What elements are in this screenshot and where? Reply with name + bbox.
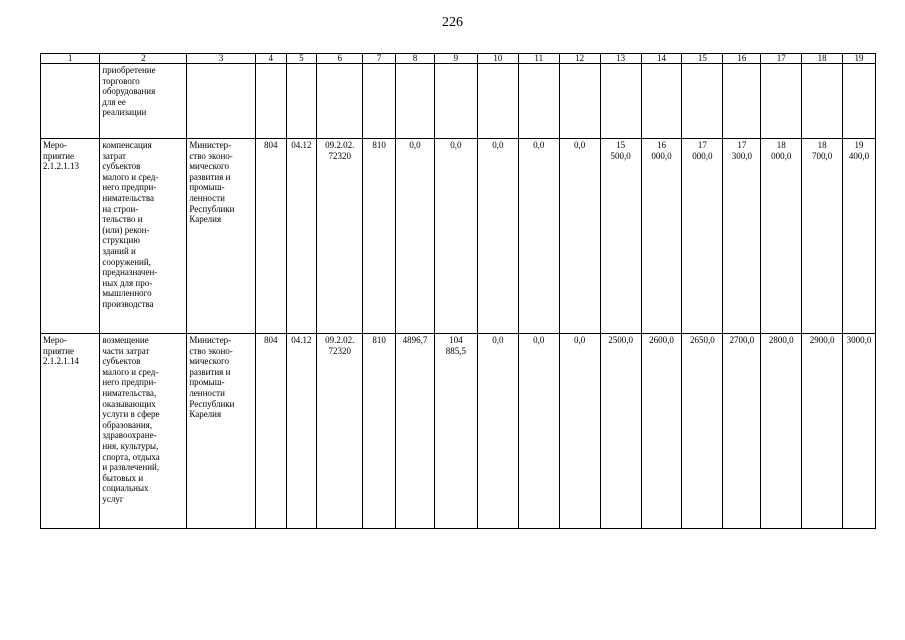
cell-value: [396, 64, 435, 139]
cell-value: 104 885,5: [434, 334, 477, 529]
cell-target: [317, 64, 363, 139]
cell-code: [255, 64, 286, 139]
cell-value: 2650,0: [682, 334, 723, 529]
cell-value: [641, 64, 682, 139]
cell-label: [41, 64, 100, 139]
cell-ministry: Министер- ство эконо- мического развития и промыш- ленности Республики Карелия: [187, 139, 256, 334]
cell-label: Меро- приятие 2.1.2.1.14: [41, 334, 100, 529]
column-header: 5: [286, 54, 317, 64]
column-header: 6: [317, 54, 363, 64]
cell-code: 804: [255, 139, 286, 334]
cell-value: 0,0: [434, 139, 477, 334]
cell-value: [518, 64, 559, 139]
cell-description: компенсация затрат субъектов малого и сред- него предпри- нимательства на строи- тельство и (или) рекон- струкцию зданий и сооружений, предназначен- ных для про- мышленного производства: [100, 139, 187, 334]
cell-value: [682, 64, 723, 139]
cell-value: 16 000,0: [641, 139, 682, 334]
table-row: [41, 64, 876, 139]
page-number: 226: [442, 15, 463, 30]
cell-value: [802, 64, 843, 139]
column-header: 15: [682, 54, 723, 64]
table-row: [41, 334, 876, 529]
cell-value: 2900,0: [802, 334, 843, 529]
cell-value: 2800,0: [761, 334, 802, 529]
cell-value: [600, 64, 641, 139]
cell-value: 18 700,0: [802, 139, 843, 334]
cell-value: [477, 64, 518, 139]
cell-target: 09.2.02. 72320: [317, 139, 363, 334]
column-header: 4: [255, 54, 286, 64]
cell-value: 19 400,0: [843, 139, 876, 334]
column-header: 17: [761, 54, 802, 64]
cell-type: [363, 64, 396, 139]
cell-value: 0,0: [559, 334, 600, 529]
column-header: 16: [723, 54, 761, 64]
cell-value: 2700,0: [723, 334, 761, 529]
cell-ministry: [187, 64, 256, 139]
column-header: 1: [41, 54, 100, 64]
cell-value: 0,0: [477, 139, 518, 334]
cell-value: [434, 64, 477, 139]
cell-value: 17 300,0: [723, 139, 761, 334]
cell-value: 3000,0: [843, 334, 876, 529]
cell-label: Меро- приятие 2.1.2.1.13: [41, 139, 100, 334]
column-header: 11: [518, 54, 559, 64]
cell-value: 4896,7: [396, 334, 435, 529]
cell-value: 0,0: [477, 334, 518, 529]
cell-value: 0,0: [518, 139, 559, 334]
cell-value: 0,0: [518, 334, 559, 529]
cell-value: 2600,0: [641, 334, 682, 529]
cell-value: [843, 64, 876, 139]
cell-section: 04.12: [286, 334, 317, 529]
column-header: 18: [802, 54, 843, 64]
cell-type: 810: [363, 139, 396, 334]
cell-section: [286, 64, 317, 139]
cell-value: 0,0: [559, 139, 600, 334]
cell-type: 810: [363, 334, 396, 529]
cell-value: 18 000,0: [761, 139, 802, 334]
column-header: 12: [559, 54, 600, 64]
table-row: [41, 139, 876, 334]
cell-description: приобретение торгового оборудования для ее реализации: [100, 64, 187, 139]
cell-value: [559, 64, 600, 139]
column-header: 7: [363, 54, 396, 64]
header-row: [41, 54, 876, 64]
cell-target: 09.2.02. 72320: [317, 334, 363, 529]
cell-value: 2500,0: [600, 334, 641, 529]
column-header: 13: [600, 54, 641, 64]
column-header: 19: [843, 54, 876, 64]
cell-section: 04.12: [286, 139, 317, 334]
column-header: 2: [100, 54, 187, 64]
column-header: 8: [396, 54, 435, 64]
cell-value: 0,0: [396, 139, 435, 334]
cell-description: возмещение части затрат субъектов малого и сред- него предпри- нимательства, оказывающих услуги в сфере образования, здравоохране- ния, культуры, спорта, отдыха и развлечений, бытовых и социальных услуг: [100, 334, 187, 529]
cell-value: 15 500,0: [600, 139, 641, 334]
column-header: 9: [434, 54, 477, 64]
cell-value: 17 000,0: [682, 139, 723, 334]
cell-value: [761, 64, 802, 139]
cell-ministry: Министер- ство эконо- мического развития и промыш- ленности Республики Карелия: [187, 334, 256, 529]
cell-value: [723, 64, 761, 139]
column-header: 14: [641, 54, 682, 64]
budget-table: [40, 53, 876, 529]
column-header: 10: [477, 54, 518, 64]
cell-code: 804: [255, 334, 286, 529]
column-header: 3: [187, 54, 256, 64]
